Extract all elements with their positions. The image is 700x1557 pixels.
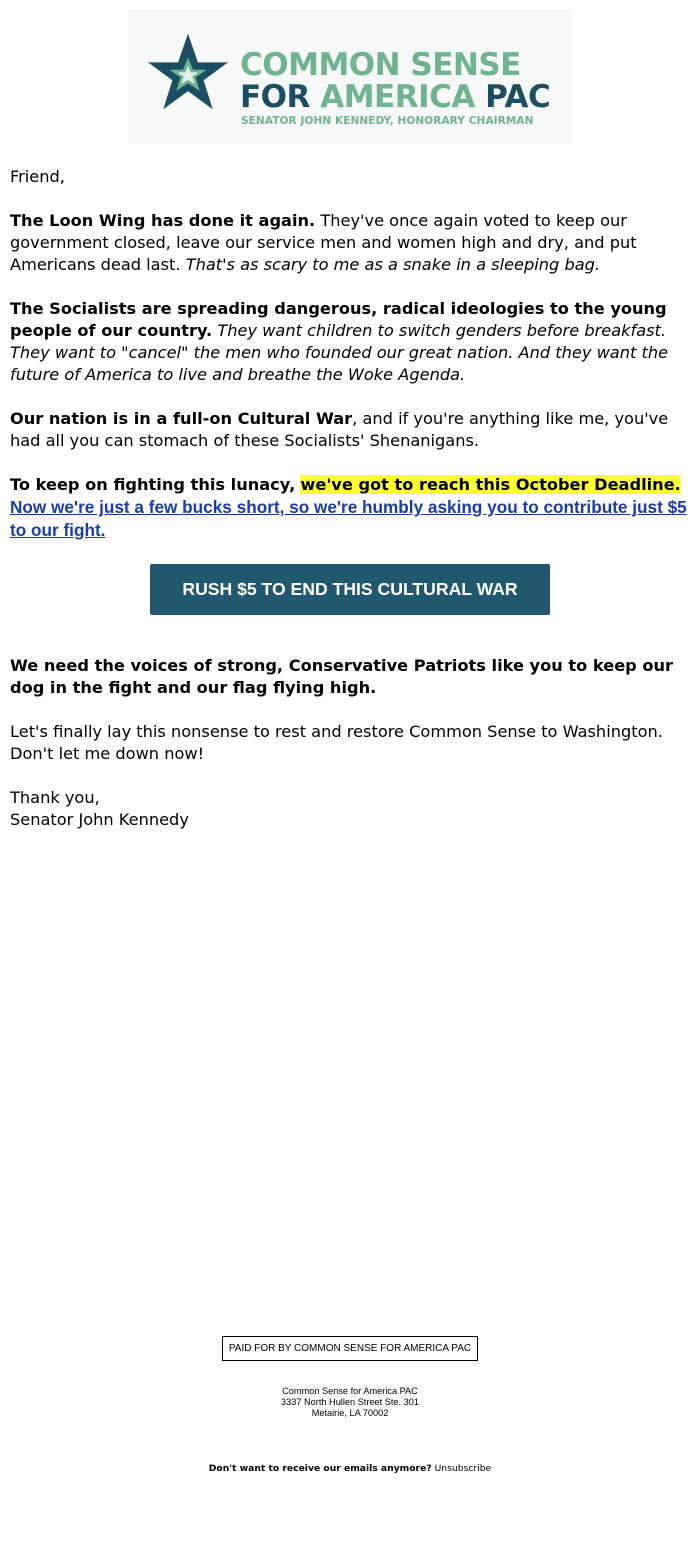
p1-bold: The Loon Wing has done it again. — [10, 211, 316, 230]
paid-for-disclaimer: PAID FOR BY COMMON SENSE FOR AMERICA PAC — [222, 1336, 478, 1361]
logo-pac: PAC — [485, 79, 551, 115]
deadline-highlight: we've got to reach this October Deadline. — [300, 475, 681, 494]
logo-title-line1: COMMON SENSE — [240, 47, 521, 83]
donate-button[interactable]: RUSH $5 TO END THIS CULTURAL WAR — [150, 564, 550, 615]
mailing-address — [200, 1386, 500, 1419]
paragraph-1 — [10, 210, 690, 276]
logo-tagline: SENATOR JOHN KENNEDY, HONORARY CHAIRMAN — [241, 115, 534, 127]
p3-text: , and if you're anything like me, you've had all you can stomach of these Socialists' Shenanigans. — [10, 409, 669, 450]
p1-italic: That's as scary to me as a snake in a sleeping bag. — [185, 255, 601, 274]
paragraph-4 — [10, 474, 690, 542]
star-icon — [146, 32, 230, 116]
logo-for: FOR — [240, 79, 310, 115]
street-address: 3337 North Hullen Street Ste. 301 — [281, 1397, 419, 1407]
letter-body — [10, 166, 690, 853]
unsubscribe-question: Don't want to receive our emails anymore? — [208, 1463, 432, 1474]
paragraph-5 — [10, 655, 690, 699]
unsubscribe-link[interactable]: Unsubscribe — [434, 1463, 492, 1474]
header-logo — [128, 10, 572, 144]
p2-bold: The Socialists are spreading dangerous, radical ideologies to the young people of our country. — [10, 299, 667, 340]
p1-text: They've once again voted to keep our government closed, leave our service men and women high and dry, and put Americans dead last. — [10, 211, 637, 274]
paragraph-2 — [10, 298, 690, 386]
city-state-zip: Metairie, LA 70002 — [311, 1408, 389, 1418]
p4-bold: To keep on fighting this lunacy, — [10, 475, 296, 494]
unsubscribe-line — [150, 1463, 550, 1475]
paragraph-6: Let's finally lay this nonsense to rest and restore Common Sense to Washington. Don't let me down now! — [10, 722, 663, 763]
signoff: Thank you, — [10, 788, 100, 807]
p5-bold: We need the voices of strong, Conservative Patriots like you to keep our dog in the fight and our flag flying high. — [10, 656, 674, 697]
org-name: Common Sense for America PAC — [282, 1386, 418, 1396]
p2-italic: They want children to switch genders before breakfast. They want to "cancel" the men who founded our great nation. And they want the future of America to live and breathe the Woke Agenda. — [10, 321, 669, 384]
cta-container — [10, 564, 690, 615]
signature: Senator John Kennedy — [10, 810, 189, 829]
greeting: Friend, — [10, 167, 65, 186]
paragraph-3 — [10, 408, 690, 452]
signature-block — [10, 787, 690, 831]
contribute-link[interactable]: Now we're just a few bucks short, so we're humbly asking you to contribute just $5 to our fight. — [10, 497, 687, 540]
logo-america: AMERICA — [320, 79, 475, 115]
logo-title-line2 — [240, 80, 550, 114]
p3-bold: Our nation is in a full-on Cultural War — [10, 409, 353, 428]
